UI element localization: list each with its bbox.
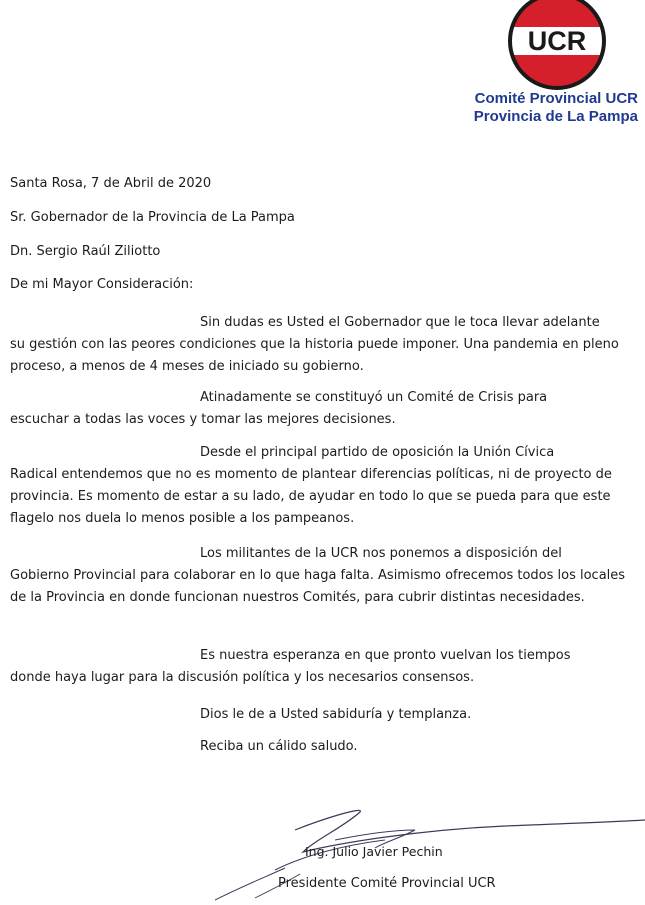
paragraph-5-body: donde haya lugar para la discusión política y los necesarios consensos. [10,670,475,685]
paragraph-3 [10,442,635,530]
paragraph-1-body: su gestión con las peores condiciones que la historia puede imponer. Una pandemia en pleno proceso, a menos de 4 meses de iniciado su gobierno. [10,337,619,374]
recipient-title: Sr. Gobernador de la Provincia de La Pampa [10,210,295,225]
paragraph-4 [10,543,635,609]
salutation: De mi Mayor Consideración: [10,277,194,292]
paragraph-1 [10,312,635,378]
paragraph-5 [10,645,635,689]
paragraph-2-body: escuchar a todas las voces y tomar las mejores decisiones. [10,412,396,427]
organization-header [468,90,638,126]
date-line: Santa Rosa, 7 de Abril de 2020 [10,176,212,191]
recipient-name: Dn. Sergio Raúl Ziliotto [10,244,161,259]
paragraph-5-first-line: Es nuestra esperanza en que pronto vuelvan los tiempos [200,648,571,663]
signatory-name: Ing. Julio Javier Pechin [305,844,443,859]
logo-text: UCR [527,26,587,56]
paragraph-2-first-line: Atinadamente se constituyó un Comité de Crisis para [200,390,548,405]
paragraph-3-first-line: Desde el principal partido de oposición la Unión Cívica [200,445,555,460]
paragraph-1-first-line: Sin dudas es Usted el Gobernador que le toca llevar adelante [200,315,600,330]
paragraph-4-body: Gobierno Provincial para colaborar en lo que haga falta. Asimismo ofrecemos todos los locales de la Provincia en donde funcionan nuestros Comités, para cubrir distintas necesidades. [10,568,626,605]
closing-wish: Dios le de a Usted sabiduría y templanza. [200,707,472,722]
closing-greeting: Reciba un cálido saludo. [200,739,358,754]
signatory-title: Presidente Comité Provincial UCR [278,876,496,891]
org-name: Comité Provincial UCR [474,90,638,107]
paragraph-3-body: Radical entendemos que no es momento de plantear diferencias políticas, ni de proyecto de provincia. Es momento de estar a su lado, de ayudar en todo lo que se pueda para que este flagelo nos duela lo menos posible a los pampeanos. [10,467,612,526]
org-province: Provincia de La Pampa [473,108,638,125]
paragraph-4-first-line: Los militantes de la UCR nos ponemos a disposición del [200,546,562,561]
ucr-logo [502,0,612,90]
paragraph-2 [10,387,635,431]
